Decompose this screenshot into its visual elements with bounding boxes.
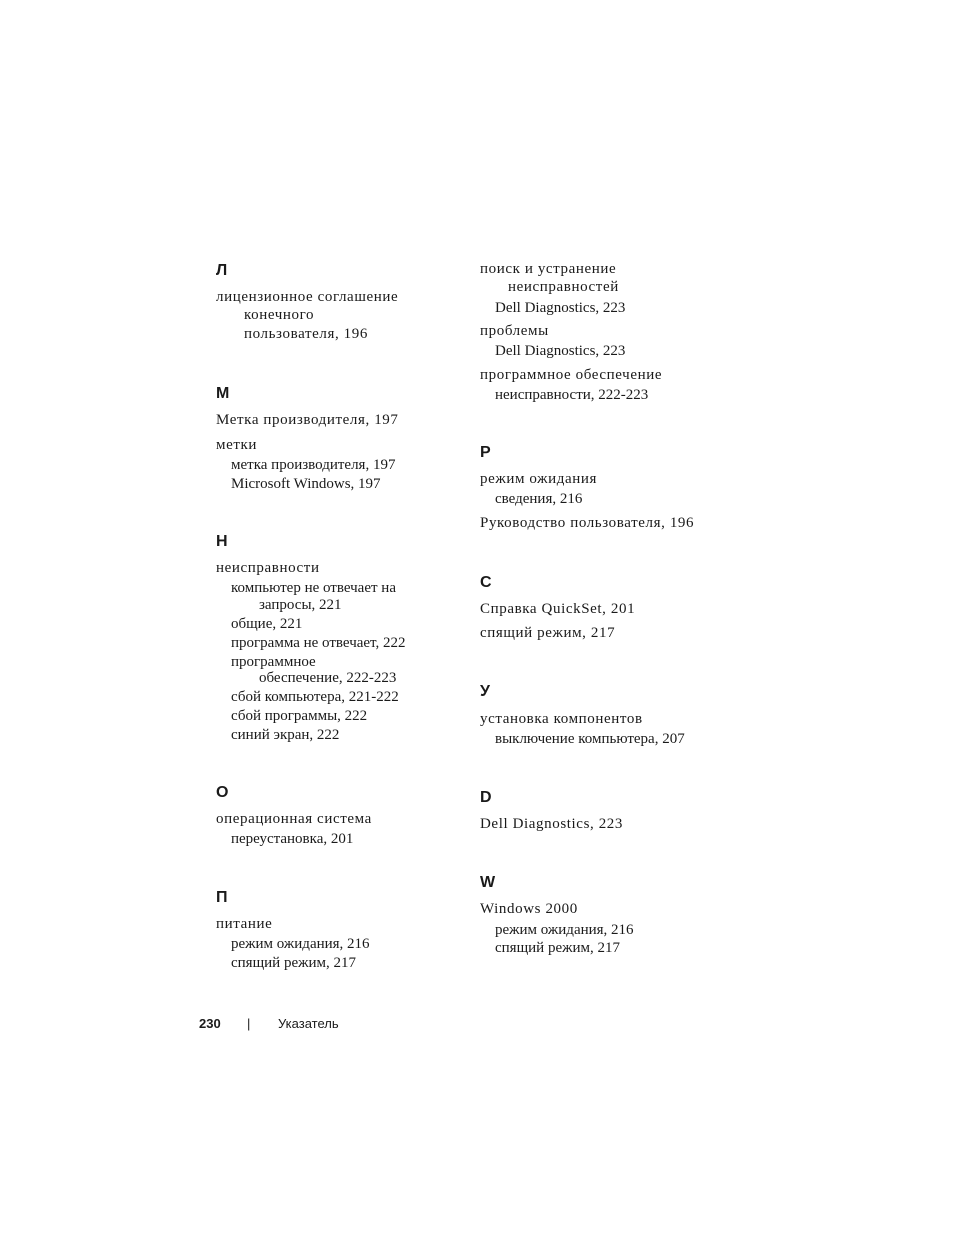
- index-entry: Метка производителя, 197: [216, 412, 399, 428]
- index-subentry: выключение компьютера, 207: [495, 731, 685, 747]
- index-subentry: программа не отвечает, 222: [231, 635, 406, 651]
- index-entry: питание: [216, 916, 273, 932]
- index-subentry: сбой компьютера, 221-222: [231, 689, 399, 705]
- index-letter-u: У: [480, 683, 490, 700]
- index-entry: лицензионное соглашение: [216, 289, 399, 305]
- index-entry-continuation: неисправностей: [508, 279, 619, 295]
- index-subentry: неисправности, 222-223: [495, 387, 649, 403]
- index-letter-s: С: [480, 574, 492, 591]
- index-subentry: синий экран, 222: [231, 727, 340, 743]
- index-letter-p: П: [216, 889, 228, 906]
- index-entry: спящий режим, 217: [480, 625, 616, 641]
- index-entry: операционная система: [216, 811, 372, 827]
- index-subentry: спящий режим, 217: [495, 940, 620, 956]
- index-entry: установка компонентов: [480, 711, 643, 727]
- index-subentry-continuation: обеспечение, 222-223: [259, 670, 397, 686]
- index-subentry: общие, 221: [231, 616, 303, 632]
- index-entry: проблемы: [480, 323, 549, 339]
- index-entry: режим ожидания: [480, 471, 597, 487]
- index-letter-w: W: [480, 874, 496, 891]
- index-letter-l: Л: [216, 262, 228, 279]
- index-entry: Windows 2000: [480, 901, 578, 917]
- index-subentry: Dell Diagnostics, 223: [495, 300, 626, 316]
- index-letter-n: Н: [216, 533, 228, 550]
- index-entry-continuation: пользователя, 196: [244, 326, 368, 342]
- index-entry: Dell Diagnostics, 223: [480, 816, 624, 832]
- index-subentry: режим ожидания, 216: [495, 922, 634, 938]
- index-letter-r: Р: [480, 444, 491, 461]
- index-subentry: переустановка, 201: [231, 831, 354, 847]
- index-subentry: сведения, 216: [495, 491, 583, 507]
- index-subentry-continuation: запросы, 221: [259, 597, 342, 613]
- index-subentry: программное: [231, 654, 316, 670]
- index-letter-o: О: [216, 784, 229, 801]
- page-number: 230: [199, 1016, 221, 1031]
- index-letter-d: D: [480, 789, 492, 806]
- index-subentry: сбой программы, 222: [231, 708, 368, 724]
- index-subentry: Dell Diagnostics, 223: [495, 343, 626, 359]
- index-entry: метки: [216, 437, 258, 453]
- footer-separator: |: [247, 1016, 251, 1031]
- index-subentry: Microsoft Windows, 197: [231, 476, 381, 492]
- index-entry: поиск и устранение: [480, 261, 617, 277]
- index-entry-continuation: конечного: [244, 307, 315, 323]
- index-entry: неисправности: [216, 560, 320, 576]
- index-subentry: спящий режим, 217: [231, 955, 356, 971]
- index-entry: программное обеспечение: [480, 367, 663, 383]
- index-letter-m: М: [216, 385, 230, 402]
- index-entry: Руководство пользователя, 196: [480, 515, 695, 531]
- index-entry: Справка QuickSet, 201: [480, 601, 636, 617]
- footer-section-title: Указатель: [278, 1016, 339, 1031]
- index-subentry: компьютер не отвечает на: [231, 580, 396, 596]
- index-subentry: метка производителя, 197: [231, 457, 396, 473]
- index-subentry: режим ожидания, 216: [231, 936, 370, 952]
